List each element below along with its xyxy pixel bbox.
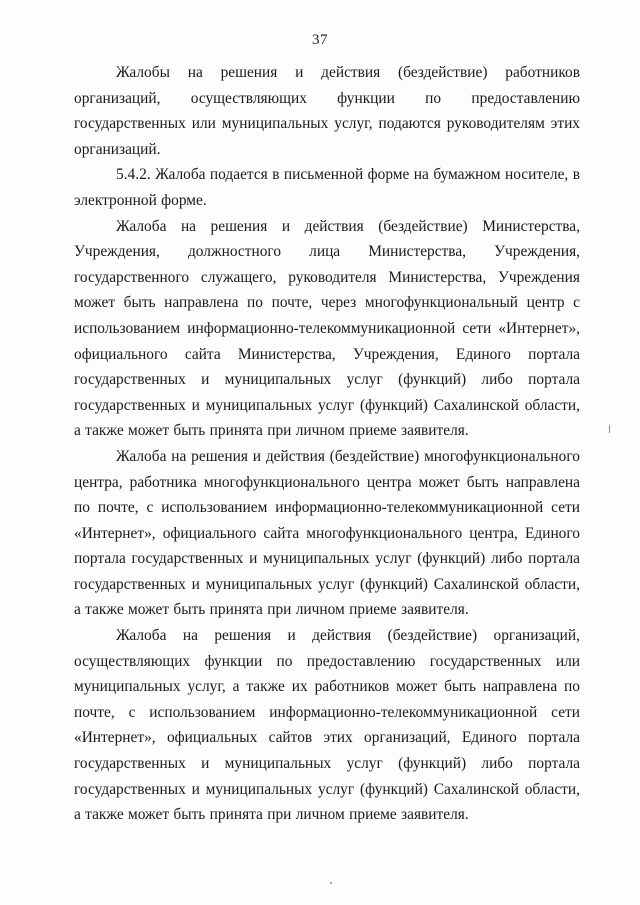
document-body <box>74 60 580 828</box>
scan-speck <box>330 882 332 884</box>
paragraph-mfc-complaints: Жалоба на решения и действия (бездействие) многофункционального центра, работника многофункционального центра может быть направлена по почте, с использованием информационно-телекоммуникационной сети «Интернет», официального сайта многофункционального центра, Единого портала государственных и муниципальных услуг (функций) либо портала государственных и муниципальных услуг (функций) Сахалинской области, а также может быть принята при личном приеме заявителя. <box>74 447 580 619</box>
page-number: 37 <box>312 32 328 48</box>
paragraph-organization-complaints: Жалоба на решения и действия (бездействие) организаций, осуществляющих функции по предоставлению государственных или муниципальных услуг, а также их работников может быть направлена по почте, с использованием информационно-телекоммуникационной сети «Интернет», официальных сайтов этих организаций, Единого портала государственных и муниципальных услуг (функций) либо портала государственных и муниципальных услуг (функций) Сахалинской области, а также может быть принята при личном приеме заявителя. <box>74 627 580 824</box>
paragraph-complaints-to-organization-heads: Жалобы на решения и действия (бездействие) работников организаций, осуществляющих функции по предоставлению государственных или муниципальных услуг, подаются руководителям этих организаций. <box>74 64 580 158</box>
paragraph-ministry-complaints: Жалоба на решения и действия (бездействие) Министерства, Учреждения, должностного лица Министерства, Учреждения, государственного служащего, руководителя Министерства, Учреждения может быть направлена по почте, через многофункциональный центр с использованием информационно-телекоммуникационной сети «Интернет», официального сайта Министерства, Учреждения, Единого портала государственных и муниципальных услуг (функций) либо портала государственных и муниципальных услуг (функций) Сахалинской области, а также может быть принята при личном приеме заявителя. <box>74 217 580 440</box>
paragraph-5-4-2-complaint-form: 5.4.2. Жалоба подается в письменной форме на бумажном носителе, в электронной форме. <box>74 166 580 209</box>
scan-speck <box>609 425 610 433</box>
